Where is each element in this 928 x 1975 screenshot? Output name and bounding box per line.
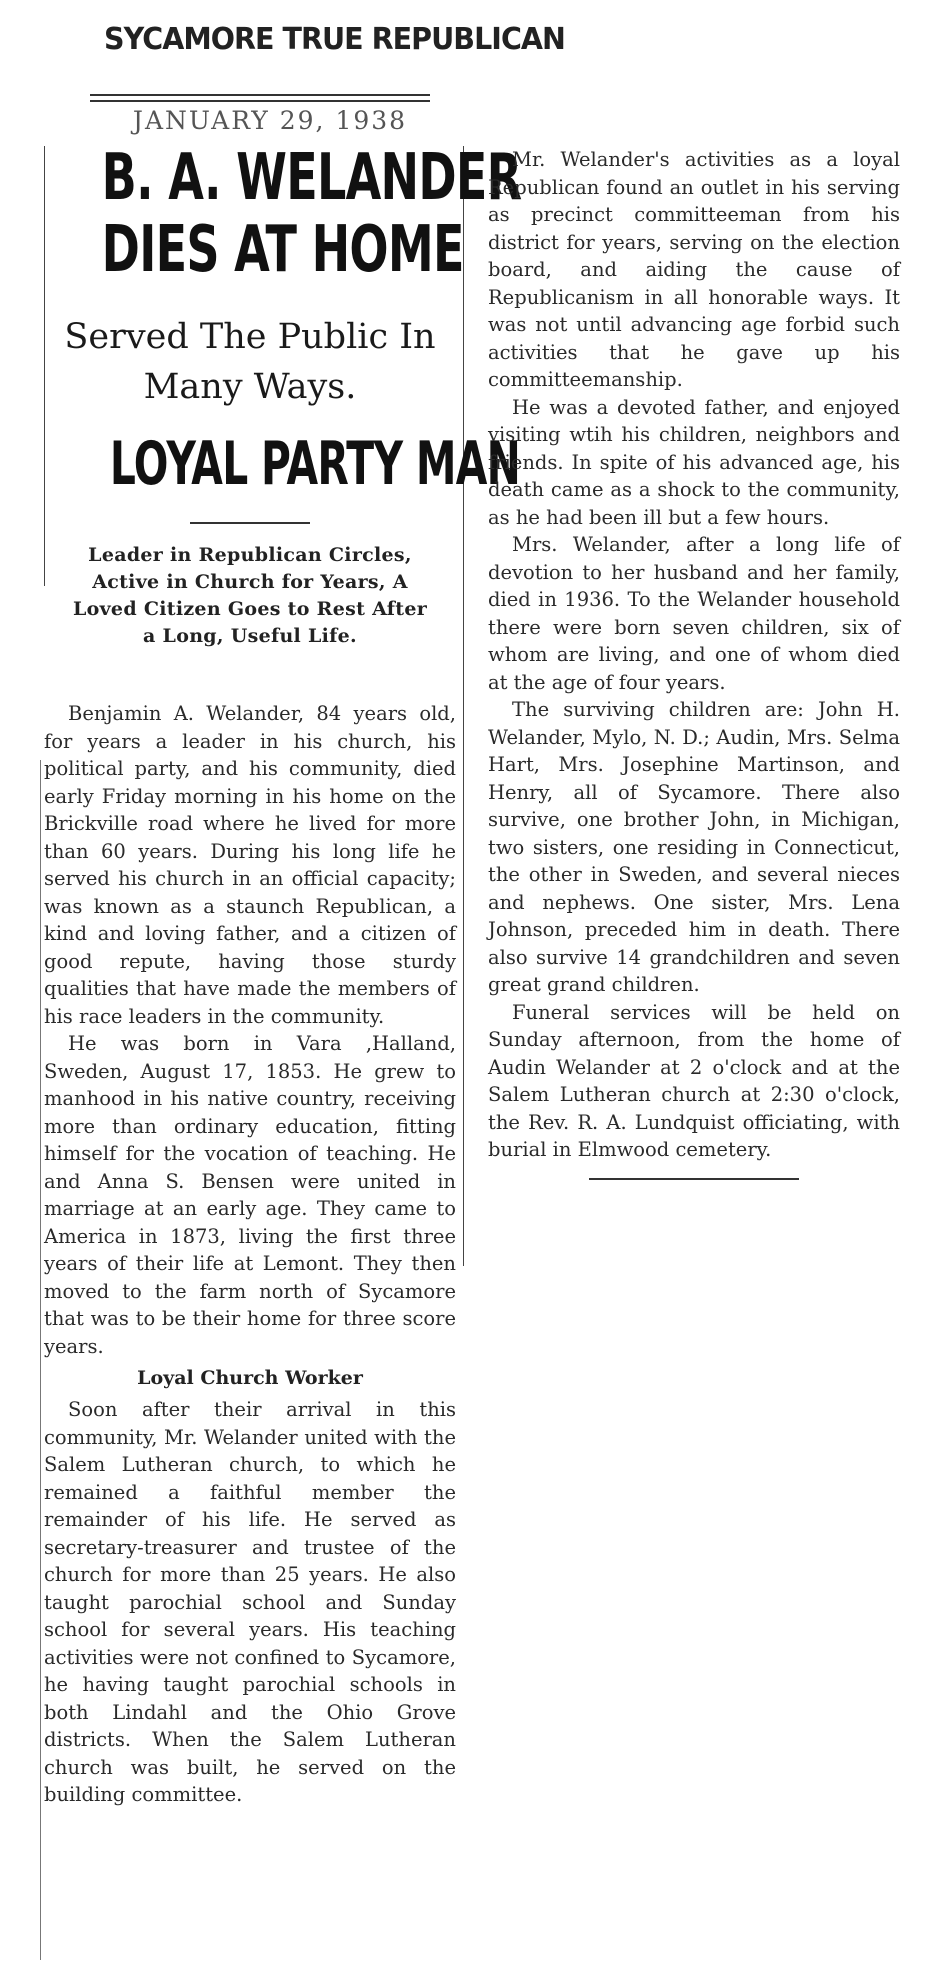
- article-paragraph: He was born in Vara ,Halland, Sweden, August 17, 1853. He grew to manhood in his native country, receiving more than ordinary education, fitting himself for the vocation of teaching. He and Anna S. Bensen were united in marriage at an early age. They came to America in 1873, living the first three years of their life at Lemont. They then moved to the farm north of Sycamore that was to be their home for three score years.: [44, 1032, 456, 1358]
- article-paragraph: The surviving children are: John H. Welander, Mylo, N. D.; Audin, Mrs. Selma Hart, Mrs. Josephine Martinson, and Henry, all of Sycamore. There also survive, one brother John, in Michigan, two sisters, one residing in Connecticut, the other in Sweden, and several nieces and nephews. One sister, Mrs. Lena Johnson, preceded him in death. There also survive 14 grandchildren and seven great grand children.: [488, 698, 900, 996]
- article-paragraph: Soon after their arrival in this community, Mr. Welander united with the Salem Lutheran church, to which he remained a faithful member the remainder of his life. He served as secretary-treasurer and trustee of the church for more than 25 years. He also taught parochial school and Sunday school for several years. His teaching activities were not confined to Sycamore, he having taught parochial schools in both Lindahl and the Ohio Grove districts. When the Salem Lutheran church was built, he served on the building committee.: [44, 1398, 456, 1806]
- masthead-stamp: SYCAMORE TRUE REPUBLICAN: [104, 22, 565, 57]
- publication-date: JANUARY 29, 1938: [132, 106, 408, 135]
- deck: Leader in Republican Circles, Active in Church for Years, A Loved Citizen Goes to Rest After a Long, Useful Life.: [72, 544, 428, 647]
- secondary-headline: LOYAL PARTY MAN: [109, 429, 521, 499]
- column-left: [44, 141, 522, 1809]
- column-divider: [463, 146, 464, 1266]
- article-paragraph: Mr. Welander's activities as a loyal Republican found an outlet in his serving as precinct committeeman from his district for years, serving on the election board, and aiding the cause of Republicanism in all honorable ways. It was not until advancing age forbid such activities that he gave up his committeemanship.: [488, 148, 900, 391]
- headline-line-2: DIES AT HOME: [101, 213, 464, 287]
- section-heading: Loyal Church Worker: [137, 1367, 363, 1389]
- article-paragraph: Benjamin A. Welander, 84 years old, for years a leader in his church, his political party, and his community, died early Friday morning in his home on the Brickville road where he lived for more than 60 years. During his long life he served his church in an official capacity; was known as a staunch Republican, a kind and loving father, and a citizen of good repute, having those sturdy qualities that have made the members of his race leaders in the community.: [44, 702, 456, 1028]
- headline-line-1: B. A. WELANDER: [101, 141, 522, 215]
- article-paragraph: He was a devoted father, and enjoyed visiting wtih his children, neighbors and friends. In spite of his advanced age, his death came as a shock to the community, as he had been ill but a few hours.: [488, 395, 900, 529]
- deck-rule: [190, 522, 310, 524]
- top-rule-double: [90, 100, 430, 102]
- subheadline: Served The Public In Many Ways.: [64, 317, 436, 407]
- column-left-margin: [40, 760, 41, 1960]
- article-paragraph: Funeral services will be held on Sunday afternoon, from the home of Audin Welander at 2 o'clock and at the Salem Lutheran church at 2:30 o'clock, the Rev. R. A. Lundquist officiating, with burial in Elmwood cemetery.: [488, 1000, 900, 1161]
- top-rule: [90, 94, 430, 96]
- article-paragraph: Mrs. Welander, after a long life of devotion to her husband and her family, died in 1936. To the Welander household there were born seven children, six of whom are living, and one of whom died at the age of four years.: [488, 533, 900, 694]
- end-rule: [589, 1178, 799, 1180]
- column-right: [488, 146, 900, 1180]
